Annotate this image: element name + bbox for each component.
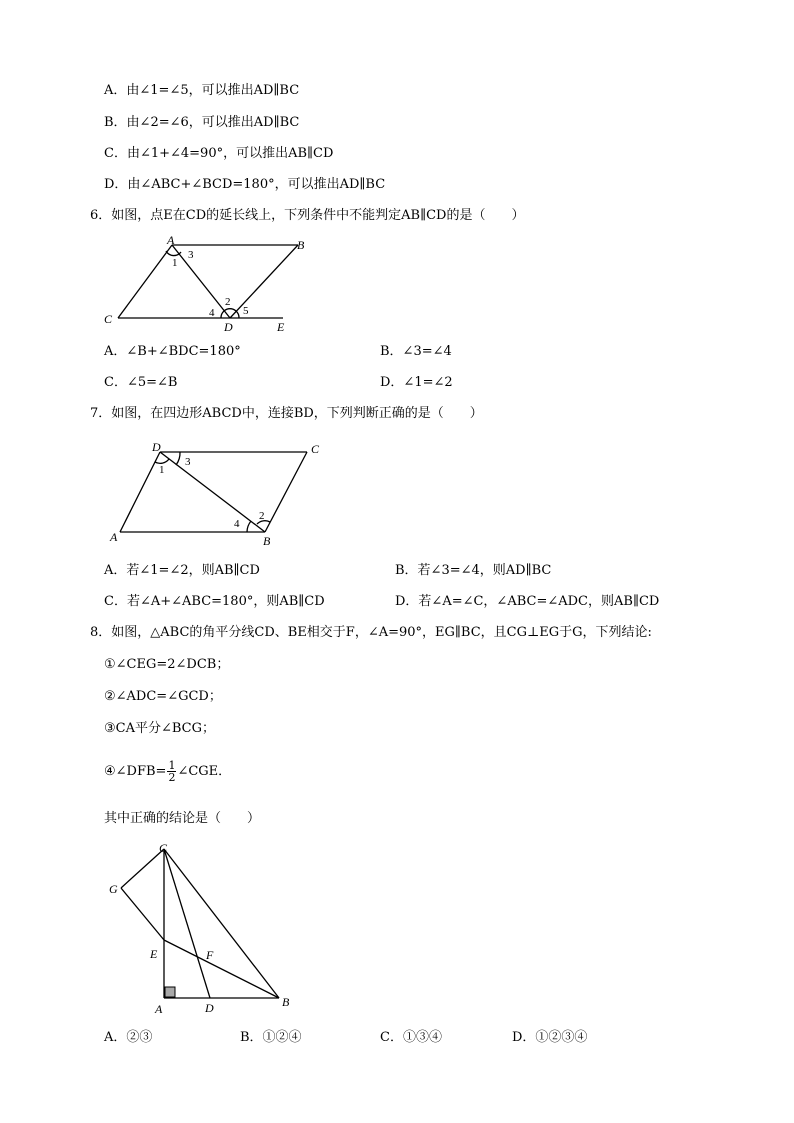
q8-label-a: A (155, 1002, 163, 1016)
q6-label-a: A (167, 233, 175, 247)
q6-option-c: C．∠5=∠B (104, 375, 178, 390)
q6-label-e: E (277, 320, 285, 334)
q8-option-c: C．①③④ (380, 1030, 442, 1045)
q8-c4-numerator: 1 (168, 759, 176, 772)
q5-option-b: B．由∠2=∠6，可以推出AD∥BC (104, 115, 300, 130)
q7-option-d: D．若∠A=∠C，∠ABC=∠ADC，则AB∥CD (395, 594, 660, 609)
q8-c4-suffix: ∠CGE． (177, 764, 232, 779)
q6-stem: 6．如图，点E在CD的延长线上，下列条件中不能判定AB∥CD的是（ ） (90, 208, 525, 223)
q6-angle-2: 2 (225, 296, 231, 308)
q8-conclusion-1: ①∠CEG=2∠DCB； (104, 657, 230, 672)
q6-option-b: B．∠3=∠4 (380, 344, 452, 359)
q5-option-c: C．由∠1+∠4=90°，可以推出AB∥CD (104, 146, 334, 161)
q7-label-a: A (110, 530, 118, 544)
q6-angle-3: 3 (188, 249, 194, 261)
q7-angle-4: 4 (234, 518, 240, 530)
q5-option-a: A．由∠1=∠5，可以推出AD∥BC (104, 83, 300, 98)
q8-conclusion-2: ②∠ADC=∠GCD； (104, 689, 222, 704)
q8-label-g: G (109, 882, 118, 896)
q7-label-b: B (263, 534, 271, 548)
q8-figure (100, 838, 300, 1018)
q8-stem: 8．如图，△ABC的角平分线CD、BE相交于F，∠A=90°，EG∥BC，且CG⊥EG于G，下列结论: (90, 625, 652, 640)
q7-label-c: C (311, 442, 320, 456)
q7-option-c: C．若∠A+∠ABC=180°，则AB∥CD (104, 594, 325, 609)
q7-angle-3: 3 (185, 456, 191, 468)
q6-label-c: C (104, 312, 113, 326)
q8-option-b: B．①②④ (240, 1030, 302, 1045)
q7-figure (100, 435, 340, 550)
q8-label-c: C (159, 841, 168, 855)
q6-option-d: D．∠1=∠2 (380, 375, 453, 390)
q7-stem: 7．如图，在四边形ABCD中，连接BD，下列判断正确的是（ ） (90, 406, 483, 421)
q8-c4-prefix: ④∠DFB= (104, 764, 167, 779)
q6-angle-5: 5 (243, 305, 249, 317)
q8-label-e: E (150, 947, 158, 961)
q6-angle-1: 1 (172, 257, 178, 269)
q6-angle-4: 4 (209, 307, 215, 319)
q6-label-d: D (224, 320, 233, 334)
q6-figure (100, 232, 305, 337)
q8-conclusion-4 (104, 760, 231, 784)
q6-label-b: B (297, 238, 305, 252)
q7-label-d: D (152, 440, 161, 454)
q7-option-a: A．若∠1=∠2，则AB∥CD (104, 563, 260, 578)
q8-label-d: D (205, 1001, 214, 1015)
q8-label-b: B (282, 995, 290, 1009)
q8-c4-denominator: 2 (168, 771, 176, 784)
q8-option-d: D．①②③④ (512, 1030, 588, 1045)
q7-option-b: B．若∠3=∠4，则AD∥BC (395, 563, 552, 578)
q8-question: 其中正确的结论是（ ） (104, 811, 261, 826)
q6-option-a: A．∠B+∠BDC=180° (104, 344, 241, 359)
q8-option-a: A．②③ (104, 1030, 153, 1045)
q8-c4-fraction (167, 760, 176, 783)
q5-option-d: D．由∠ABC+∠BCD=180°，可以推出AD∥BC (104, 177, 386, 192)
q7-angle-2: 2 (259, 510, 265, 522)
q7-angle-1: 1 (159, 464, 165, 476)
q8-label-f: F (206, 948, 214, 962)
q8-conclusion-3: ③CA平分∠BCG； (104, 721, 216, 736)
